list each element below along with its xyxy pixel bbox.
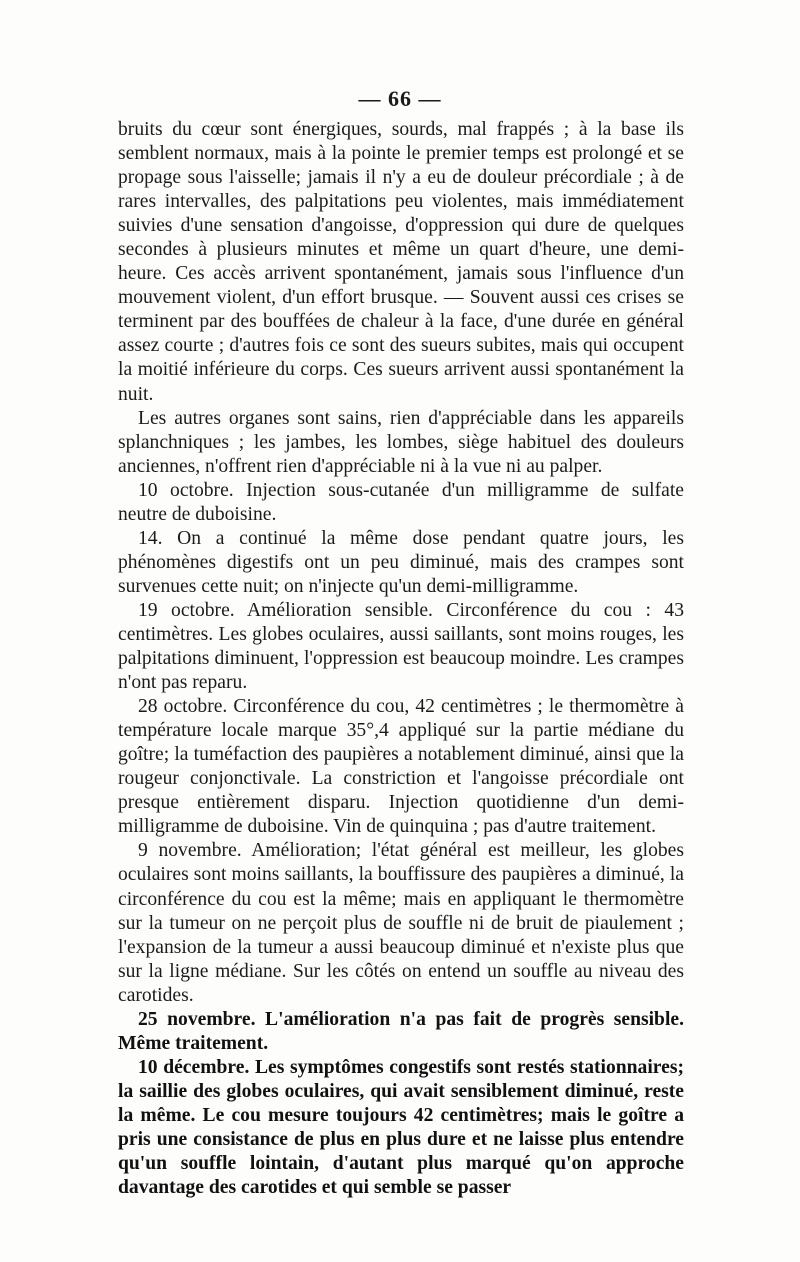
page-number: — 66 — [358, 86, 442, 111]
paragraph-heart-sounds: bruits du cœur sont énergiques, sourds, mal frappés ; à la base ils semblent normaux, mais à la pointe le premier temps est prolongé et se propage sous l'aisselle; jamais il n'y a eu de douleur précordiale ; à de rares intervalles, des palpitations peu violentes, mais immédiatement suivies d'une sensation d'angoisse, d'oppression qui dure de quelques secondes à plusieurs minutes et même un quart d'heure, une demi-heure. Ces accès arrivent spontanément, jamais sous l'influence d'un mouvement violent, d'un effort brusque. — Souvent aussi ces crises se terminent par des bouffées de chaleur à la face, d'une durée en général assez courte ; d'autres fois ce sont des sueurs subites, mais qui occupent la moitié inférieure du corps. Ces sueurs arrivent aussi spontanément la nuit. [118, 119, 684, 405]
paragraph-9-novembre: 9 novembre. Amélioration; l'état général est meilleur, les globes oculaires sont moins saillants, la bouffissure des paupières a diminué, la circonférence du cou est la même; mais en appliquant le thermomètre sur la tumeur on ne perçoit plus de souffle ni de bruit de piaulement ; l'expansion de la tumeur a aussi beaucoup diminué et n'existe plus que sur la ligne médiane. Sur les côtés on entend un souffle au niveau des carotides. [118, 840, 684, 1006]
paragraph-10-octobre: 10 octobre. Injection sous-cutanée d'un milligramme de sulfate neutre de duboisine. [118, 479, 684, 525]
paragraph-28-octobre: 28 octobre. Circonférence du cou, 42 centimètres ; le thermomètre à température locale marque 35°,4 appliqué sur la partie médiane du goître; la tuméfaction des paupières a notablement diminué, ainsi que la rougeur conjonctivale. La constriction et l'angoisse précordiale ont presque entièrement disparu. Injection quotidienne d'un demi-milligramme de duboisine. Vin de quinquina ; pas d'autre traitement. [118, 696, 684, 838]
paragraph-14: 14. On a continué la même dose pendant quatre jours, les phénomènes digestifs ont un peu diminué, mais des crampes sont survenues cette nuit; on n'injecte qu'un demi-milligramme. [118, 527, 684, 597]
paragraph-25-novembre: 25 novembre. L'amélioration n'a pas fait de progrès sensible. Même traitement. [118, 1008, 684, 1054]
body-text [118, 118, 684, 1200]
paragraph-other-organs: Les autres organes sont sains, rien d'appréciable dans les appareils splanchniques ; les jambes, les lombes, siège habituel des douleurs anciennes, n'offrent rien d'appréciable ni à la vue ni au palper. [118, 407, 684, 477]
paragraph-19-octobre: 19 octobre. Amélioration sensible. Circonférence du cou : 43 centimètres. Les globes oculaires, aussi saillants, sont moins rouges, les palpitations diminuent, l'oppression est beaucoup moindre. Les crampes n'ont pas reparu. [118, 599, 684, 694]
paragraph-10-decembre: 10 décembre. Les symptômes congestifs sont restés stationnaires; la saillie des globes oculaires, qui avait sensiblement diminué, reste la même. Le cou mesure toujours 42 centimètres; mais le goître a pris une consistance de plus en plus dure et ne laisse plus entendre qu'un souffle lointain, d'autant plus marqué qu'on approche davantage des carotides et qui semble se passer [118, 1056, 684, 1199]
